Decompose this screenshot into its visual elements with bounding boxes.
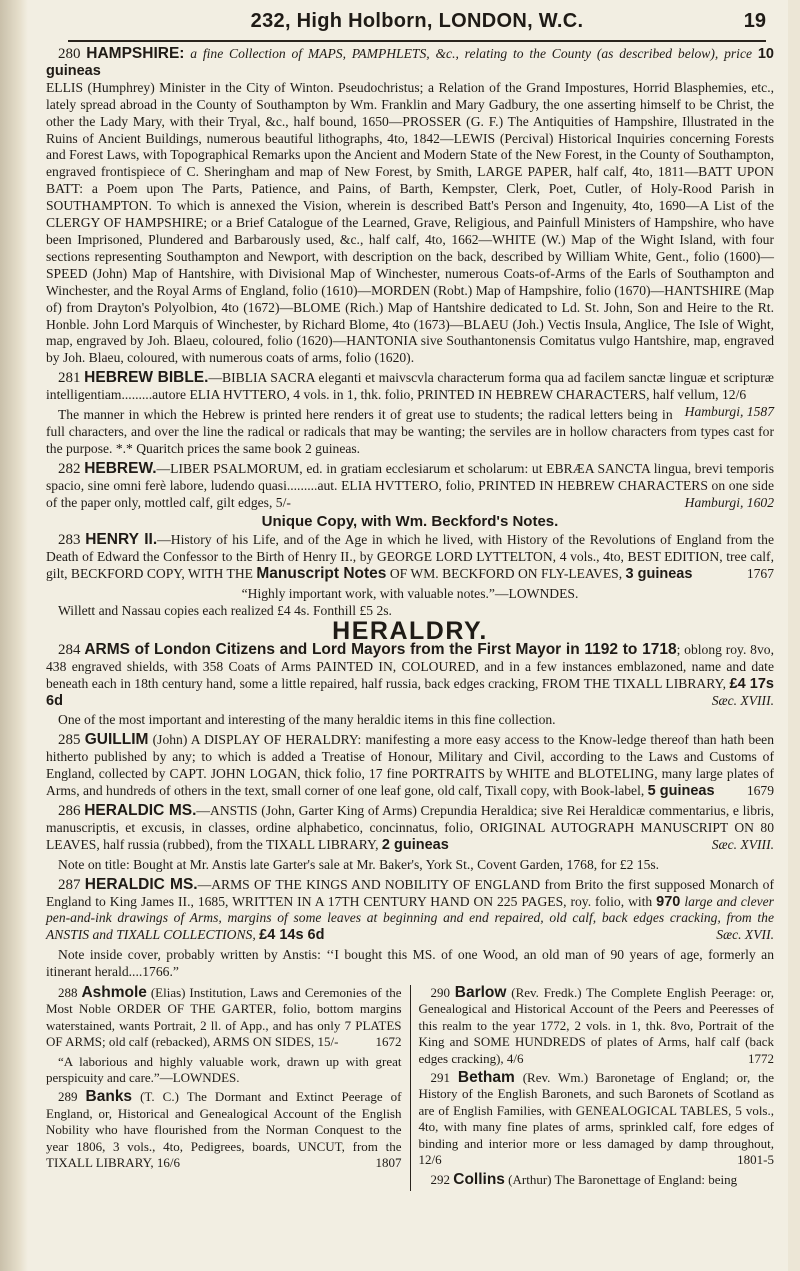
entry-date: 1679 <box>746 783 774 799</box>
entry-286 <box>46 803 774 854</box>
entry-body: ELLIS (Humphrey) Minister in the City of Winton. Pseudochristus; a Relation of the Grand Impostures, Horrid Blasphemies, etc., lately spread abroad in the County of Southampton by Wm. Franklin and Mary Gadbury, the one asserting himself to be Christ, the other the Lady Mary, with their Tryal, &c., half bound, 1650—PROSSER (G. F.) The Antiquities of Hampshire, Illustrated in the Ruins of Ancient Buildings, numerous beautiful lithographs, 4to, 1842—LEWIS (Percival) Historical Inquiries concerning Forests and Forest Laws, with Topographical Remarks upon the Ancient and Modern State of the New Forest, in the County of Southampton, engraved frontispiece of C. Sheringham and map of New Forest, by Smith, LARGE PAPER, half calf, 4to, 1811—BATT UPON BATT: a Poem upon The Parts, Patience, and Pains, of Barth, Kempster, Clerk, Poet, Cutler, of Holy-Rood Parish in SOUTHAMPTON. To which is annexed the Vision, wherein is described Batt's Person and Ingenuity, 4to, 1690—A List of the CLERGY OF HAMPSHIRE; or a Brief Catalogue of the Learned, Grave, Religious, and Painfull Ministers of Hampshire, who have been Imprisoned, Plundered and Barbarously used, &c., half calf, 4to, 1662—WHITE (W.) Map of the Wight Island, with four sections representing Southampton and Newport, with description on the back, described by William White, Gent., folio (1600)—SPEED (John) Map of Hantshire, with Divisional Map of Winchester, numerous Coats-of-Arms of the Earls of Southampton and Winchester, and the Royal Arms of England, folio (1610)—MORDEN (Robt.) Map of Hampshire, folio (1670)—HANTSHIRE (Map of) from Drayton's Polyolbion, 4to (1672)—BLOME (Rich.) Map of Hantshire dedicated to Ld. St. John, Son and Heire to the Rt. Honble. John Lord Marquis of Winchester, by Richard Blome, 4to (1673)—BLAEU (Joh.) Vectis Insula, Anglice, The Isle of Wight, map, engraved by Joh. Blaeu, coloured, folio (1620)—HANTONIA sive Southantonensis Comitatus vulgo Hantshire, map, engraved by Joh. Blaeu, coloured, with numerous coats of arms, folio (1620). <box>46 79 774 366</box>
unique-copy-banner: Unique Copy, with Wm. Beckford's Notes. <box>261 513 559 531</box>
entry-text: —BIBLIA SACRA eleganti et maivscvla characterum forma qua ad facilem sanctæ linguæ et scripturæ intelligentiam.........autore ELIA HVTTERO, 4 vols. in 1, thk. folio, PRINTED IN HEBREW CHARACTERS, half vellum, 12/6 <box>46 370 774 403</box>
entry-292 <box>419 1172 775 1188</box>
entry-284 <box>46 642 774 710</box>
entry-date: 1801-5 <box>737 1152 774 1168</box>
entry-quote: “Highly important work, with valuable notes.”—LOWNDES. <box>241 586 579 602</box>
entry-text-2: OF WM. BECKFORD ON FLY-LEAVES, <box>389 566 623 582</box>
entry-281 <box>46 369 774 420</box>
entry-290 <box>419 985 775 1067</box>
entry-note: Willett and Nassau copies each realized £4 4s. Fonthill £5 2s. <box>58 603 392 618</box>
entry-heading: Betham <box>457 1069 515 1087</box>
entry-number: 286 <box>58 802 81 819</box>
entry-text: ; oblong roy. 8vo, 438 engraved shields, with 358 Coats of Arms PAINTED IN, COLOURED, and in a few instances emblazoned, name and date beneath each in 18th century hand, some a little repaired, half russia, back edges cracking, FROM THE TIXALL LIBRARY, <box>46 641 774 691</box>
entry-date: 1767 <box>746 566 774 582</box>
entry-note: One of the most important and interesting of the many heraldic items in this fine collection. <box>58 712 556 728</box>
page-header <box>68 0 766 42</box>
page-number: 19 <box>743 10 766 32</box>
entry-text: (Rev. Wm.) Baronetage of England; or, the History of the English Baronets, and such Baronets of Scotland as are of English Families, with GENEALOGICAL TABLES, 5 vols., 4to, with many fine plates of arms, sprinkled calf, fore edges of binding and interior more or less damaged by damp throughout, 12/6 <box>418 1070 774 1168</box>
entry-place-date: Hamburgi, 1587 <box>684 404 774 420</box>
entry-price: 2 guineas <box>381 836 449 853</box>
section-heading-heraldry: HERALDRY. <box>332 616 488 645</box>
entry-number: 285 <box>58 732 81 749</box>
entry-date: 1807 <box>375 1155 402 1171</box>
entry-price: 10 guineas <box>46 46 774 79</box>
left-column <box>46 985 411 1191</box>
entry-heading: HEBREW BIBLE. <box>84 369 209 387</box>
entry-text: —ANSTIS (John, Garter King of Arms) Crepundia Heraldica; sive Rei Heraldicæ commentarius, e libris, manuscriptis, et excusis, in classes, ordine alphabetico, concinnatus, folio, ORIGINAL AUTOGRAPH MANUSCRIPT ON 80 LEAVES, half russia (rubbed), from the TIXALL LIBRARY, <box>46 802 774 852</box>
entry-price: 3 guineas <box>625 566 693 583</box>
entry-heading: GUILLIM <box>84 731 149 749</box>
entry-number: 283 <box>58 532 81 549</box>
manuscript-notes-label: Manuscript Notes <box>256 565 387 583</box>
entry-price: £4 17s 6d <box>46 675 774 709</box>
entry-283 <box>46 532 774 583</box>
entry-text: —ARMS OF THE KINGS AND NOBILITY OF ENGLAND from Brito the first supposed Monarch of England to King James II., 1685, WRITTEN IN A 17TH CENTURY HAND ON 225 PAGES, roy. folio, with <box>46 876 774 909</box>
drawing-count: 970 <box>656 893 681 910</box>
entry-text: (Rev. Fredk.) The Complete English Peerage: or, Genealogical and Historical Account of the Peers and Peeresses of this realm to the year 1772, 2 vols. in 1, thk. 8vo, Portrait of the King and SOME HUNDREDS of plates of Arms, half calf (back edges cracking), 4/6 <box>418 985 775 1066</box>
entry-text: (T. C.) The Dormant and Extinct Peerage of England, or, Historical and Genealogical Account of the English Nobility who have flourished from the Norman Conquest to the year 1806, 3 vols., 4to, Pedigrees, boards, UNCUT, from the TIXALL LIBRARY, 16/6 <box>46 1089 402 1171</box>
entry-heading: ARMS of London Citizens and Lord Mayors from the First Mayor in 1192 to 1718 <box>84 640 677 658</box>
entry-heading: Collins <box>453 1170 505 1188</box>
entry-note: “A laborious and highly valuable work, drawn up with great perspicuity and care.”—LOWNDES. <box>46 1053 402 1086</box>
book-gutter <box>0 0 28 1271</box>
entry-date: Sæc. XVII. <box>716 927 774 943</box>
entry-number: 288 <box>58 985 78 1001</box>
entry-date: 1772 <box>748 1050 774 1066</box>
entry-text: (Elias) Institution, Laws and Ceremonies of the Most Noble ORDER OF THE GARTER, folio, bottom margins waterstained, wants Portrait, 2 ll. of App., and has only 7 PLATES OF ARMS; old calf (rebacked), ARMS ON SIDES, 15/- <box>46 985 402 1050</box>
entry-number: 284 <box>58 641 81 658</box>
entry-number: 282 <box>58 460 81 477</box>
entry-heading: Barlow <box>454 984 507 1002</box>
entry-291 <box>419 1070 775 1168</box>
entry-text: —LIBER PSALMORUM, ed. in gratiam ecclesiarum et scholarum: ut EBRÆA SANCTA lingua, brevi temporis spacio, sine omni ferè labore, ludendo quasi.........aut. ELIA HVTTERO, folio, PRINTED IN HEBREW CHARACTERS on one side of the paper only, mottled calf, gilt edges, 5/- <box>46 460 774 510</box>
entry-heading: HERALDIC MS. <box>84 875 198 893</box>
entry-number: 292 <box>430 1171 450 1187</box>
entry-heading: HEBREW. <box>84 459 157 477</box>
entry-date: Sæc. XVIII. <box>711 836 774 852</box>
entry-285 <box>46 732 774 800</box>
entry-288 <box>46 985 402 1051</box>
entry-heading: Ashmole <box>81 984 147 1002</box>
entry-number: 281 <box>58 370 81 387</box>
entry-heading: HENRY II. <box>85 531 158 549</box>
entry-price: 5 guineas <box>647 783 715 800</box>
entry-287 <box>46 877 774 945</box>
entry-heading: Banks <box>85 1088 133 1106</box>
entry-289 <box>46 1089 402 1171</box>
entry-heading: HAMPSHIRE: <box>86 45 185 62</box>
entry-text: (Arthur) The Baronettage of England: being <box>508 1171 738 1187</box>
entry-note: The manner in which the Hebrew is printed here renders it of great use to students; the radical letters being in full characters, and over the line the radical or radicals that may be wanting; the serviles are in hollow characters from types cast for the purpose. *.* Quaritch prices the same book 2 guineas. <box>46 407 774 456</box>
entry-282 <box>46 461 774 512</box>
two-column-entries <box>46 985 774 1191</box>
entry-heading: HERALDIC MS. <box>84 801 197 819</box>
entry-date: 1672 <box>375 1034 402 1050</box>
entry-lead: a fine Collection of MAPS, PAMPHLETS, &c., relating to the County (as described below), price <box>190 46 753 61</box>
entry-date: Sæc. XVIII. <box>711 692 774 708</box>
entry-number: 280 <box>58 46 81 62</box>
entry-number: 291 <box>430 1070 450 1086</box>
catalogue-content <box>46 46 774 1191</box>
right-column <box>411 985 775 1191</box>
entry-price: £4 14s 6d <box>259 927 325 944</box>
entry-280 <box>46 46 774 367</box>
entry-number: 290 <box>430 985 450 1001</box>
entry-number: 287 <box>58 876 81 893</box>
entry-text: (John) A DISPLAY OF HERALDRY: manifesting a more easy access to the Know-ledge thereof than hath been hitherto published by any; to which is added a Treatise of Honour, Military and Civil, according to the Laws and Customs of England, collected by CAPT. JOHN LOGAN, thick folio, 17 fine PORTRAITS by WHITE and BLOTELING, many large plates of Arms, and hundreds of others in the text, small corner of one leaf gone, old calf, Tixall copy, with Book-label, <box>46 732 774 799</box>
entry-note: Note inside cover, probably written by Anstis: ‘‘I bought this MS. of one Wood, an old man of 90 years of age, formerly an itinerant herald....1766.” <box>46 947 774 980</box>
entry-text: —History of his Life, and of the Age in which he lived, with History of the Revolutions of England from the Death of Edward the Confessor to the Birth of Henry II., by GEORGE LORD LYTTELTON, 4 vols., 4to, BEST EDITION, tree calf, gilt, BECKFORD COPY, WITH THE <box>46 532 774 582</box>
entry-text-2: large and clever pen-and-ink drawings of Arms, margins of some leaves at beginning and end repaired, old calf, back edges cracking, from the ANSTIS and TIXALL COLLECTIONS, <box>46 893 774 943</box>
entry-note: Note on title: Bought at Mr. Anstis late Garter's sale at Mr. Baker's, York St., Covent Garden, 1768, for £2 15s. <box>58 856 660 872</box>
entry-number: 289 <box>58 1089 78 1105</box>
entry-place-date: Hamburgi, 1602 <box>684 494 774 510</box>
running-title: 232, High Holborn, LONDON, W.C. <box>250 10 584 32</box>
